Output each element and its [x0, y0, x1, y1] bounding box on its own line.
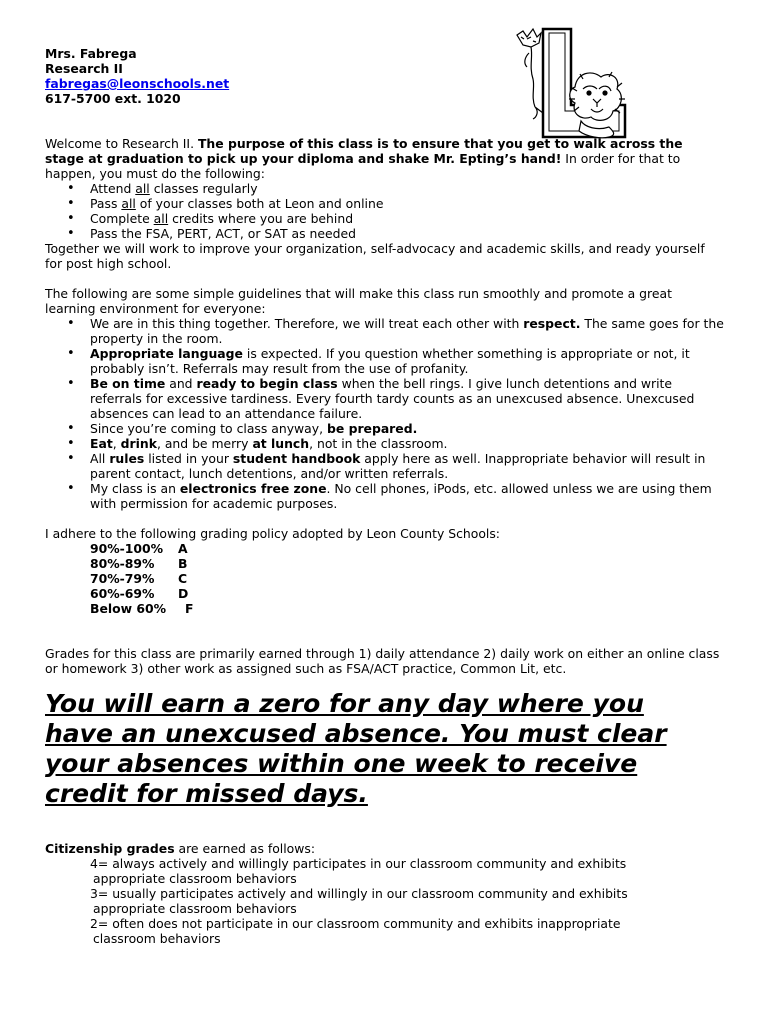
- list-item: • Pass the FSA, PERT, ACT, or SAT as needed: [45, 226, 725, 241]
- document-body: [45, 46, 725, 946]
- order-text: In order for that to happen, you must do the following:: [45, 151, 681, 181]
- together-paragraph: Together we will work to improve your organization, self-advocacy and academic skills, and ready yourself for post high school.: [45, 241, 705, 271]
- list-item: • We are in this thing together. Therefore, we will treat each other with respect. The same goes for the property in the room.: [45, 316, 725, 346]
- list-item: • Pass all of your classes both at Leon and online: [45, 196, 725, 211]
- course-title: Research II: [45, 61, 123, 76]
- grade-row: 70%-79% C: [90, 571, 188, 586]
- email-link[interactable]: fabregas@leonschools.net: [45, 76, 230, 91]
- grade-row: 80%-89% B: [90, 556, 188, 571]
- citizenship-item: 4= always actively and willingly participates in our classroom community and exhibits appropriate classroom behaviors: [90, 856, 627, 886]
- list-item: • Eat, drink, and be merry at lunch, not in the classroom.: [45, 436, 725, 451]
- list-item: • My class is an electronics free zone. No cell phones, iPods, etc. allowed unless we are using them with permission for academic purposes.: [45, 481, 725, 511]
- zero-warning: You will earn a zero for any day where you have an unexcused absence. You must clear your absences within one week to receive credit for missed days.: [45, 689, 667, 808]
- phone-number: 617-5700 ext. 1020: [45, 91, 181, 106]
- list-item: • Since you’re coming to class anyway, be prepared.: [45, 421, 725, 436]
- grade-row: 90%-100% A: [90, 541, 188, 556]
- requirements-list: [45, 181, 725, 241]
- citizenship-item: 2= often does not participate in our classroom community and exhibits inappropriate classroom behaviors: [90, 916, 621, 946]
- list-item: • Appropriate language is expected. If you question whether something is appropriate or not, it probably isn’t. Referrals may result from the use of profanity.: [45, 346, 725, 376]
- grading-scale: [45, 541, 725, 616]
- list-item: • Be on time and ready to begin class when the bell rings. I give lunch detentions and write referrals for excessive tardiness. Every fourth tardy counts as an unexcused absence. Unexcused absences can lead to an attendance failure.: [45, 376, 725, 421]
- guidelines-list: [45, 316, 725, 511]
- guidelines-intro: The following are some simple guidelines that will make this class run smoothly and promote a great learning environment for everyone:: [45, 286, 672, 316]
- teacher-name: Mrs. Fabrega: [45, 46, 137, 61]
- grade-row: 60%-69% D: [90, 586, 189, 601]
- welcome-text: Welcome to Research II.: [45, 136, 198, 151]
- citizenship-item: 3= usually participates actively and willingly in our classroom community and exhibits appropriate classroom behaviors: [90, 886, 628, 916]
- purpose-text: The purpose of this class is to ensure that you get to walk across the stage at graduation to pick up your diploma and shake Mr. Epting’s hand!: [45, 136, 683, 166]
- grade-row: Below 60% F: [90, 601, 194, 616]
- citizenship-intro: Citizenship grades are earned as follows:: [45, 841, 316, 856]
- intro-paragraph: [45, 136, 683, 181]
- list-item: • Attend all classes regularly: [45, 181, 725, 196]
- grading-intro: I adhere to the following grading policy adopted by Leon County Schools:: [45, 526, 500, 541]
- list-item: • Complete all credits where you are behind: [45, 211, 725, 226]
- grades-earned-paragraph: Grades for this class are primarily earned through 1) daily attendance 2) daily work on either an online class or homework 3) other work as assigned such as FSA/ACT practice, Common Lit, etc.: [45, 646, 720, 676]
- list-item: • All rules listed in your student handbook apply here as well. Inappropriate behavior will result in parent contact, lunch detentions, and/or written referrals.: [45, 451, 725, 481]
